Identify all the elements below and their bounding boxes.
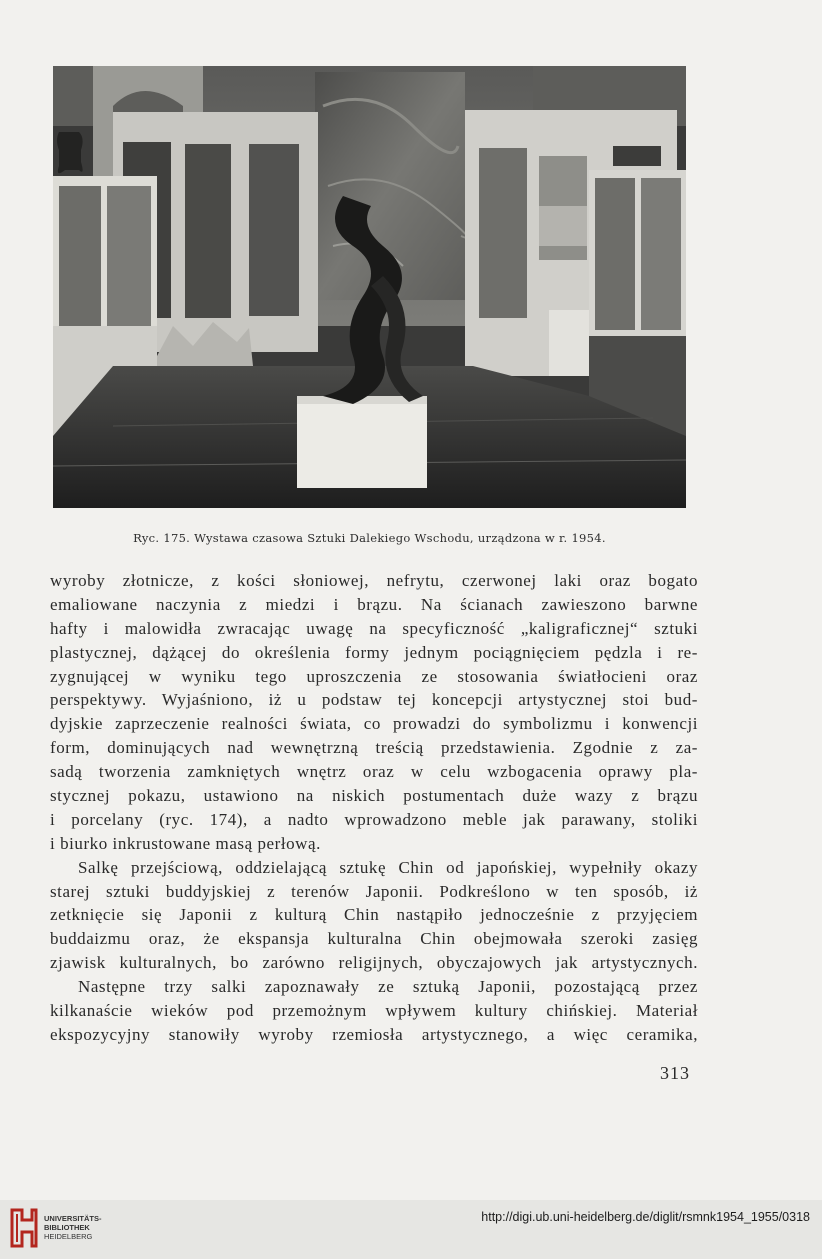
text-line: ekspozycyjny stanowiły wyroby rzemiosła artystycznego, a więc ceramika, bbox=[50, 1024, 698, 1044]
text-line: zygnującej w wyniku tego uproszczenia ze stosowania światłocieni oraz bbox=[50, 666, 698, 686]
figure-caption: Ryc. 175. Wystawa czasowa Sztuki Dalekiego Wschodu, urządzona w r. 1954. bbox=[133, 531, 606, 545]
library-name-line: BIBLIOTHEK bbox=[44, 1223, 90, 1232]
text-line: plastycznej, dążącej do określenia formy jednym pociągnięciem pędzla i re- bbox=[50, 642, 698, 662]
text-line: stycznej pokazu, ustawiono na niskich postumentach duże wazy z brązu bbox=[50, 786, 698, 806]
text-line: i biurko inkrustowane masą perłową. bbox=[50, 833, 321, 853]
text-line: Następne trzy salki zapoznawały ze sztuką Japonii, pozostającą przez bbox=[78, 977, 698, 997]
body-text bbox=[50, 569, 698, 1047]
library-name bbox=[44, 1214, 102, 1241]
text-line: hafty i malowidła zwracając uwagę na specyficzność „kaligraficznej“ sztuki bbox=[50, 618, 698, 638]
text-line: starej sztuki buddyjskiej z terenów Japonii. Podkreślono w ten sposób, iż bbox=[50, 881, 698, 901]
page-number: 313 bbox=[660, 1063, 690, 1083]
library-name-line: HEIDELBERG bbox=[44, 1232, 93, 1241]
text-line: form, dominujących nad wewnętrzną treścią przedstawienia. Zgodnie z za- bbox=[50, 738, 698, 758]
library-name-line: UNIVERSITÄTS- bbox=[44, 1214, 102, 1223]
text-line: buddaizmu oraz, że ekspansja kulturalna Chin obejmowała szeroki zasięg bbox=[50, 929, 698, 949]
exhibition-photograph bbox=[53, 66, 686, 508]
text-line: zjawisk kulturalnych, bo zarówno religijnych, obyczajowych jak artystycznych. bbox=[50, 953, 698, 973]
text-line: zetknięcie się Japonii z kulturą Chin nastąpiło jednocześnie z przyjęciem bbox=[50, 905, 698, 925]
text-line: Salkę przejściową, oddzielającą sztukę Chin od japońskiej, wypełniły okazy bbox=[78, 857, 698, 877]
exhibition-hall-image bbox=[53, 66, 686, 508]
university-library-logo-icon bbox=[8, 1206, 40, 1252]
footer-bar bbox=[0, 1200, 822, 1259]
text-line: i porcelany (ryc. 174), a nadto wprowadzono meble jak parawany, stoliki bbox=[50, 809, 698, 829]
text-line: perspektywy. Wyjaśniono, iż u podstaw tej koncepcji artystycznej stoi bud- bbox=[50, 690, 698, 710]
text-line: wyroby złotnicze, z kości słoniowej, nefrytu, czerwonej laki oraz bogato bbox=[50, 571, 698, 590]
text-line: dyjskie zaprzeczenie realności świata, co prowadzi do symbolizmu i konwencji bbox=[50, 714, 698, 734]
permalink-url[interactable]: http://digi.ub.uni-heidelberg.de/diglit/rsmnk1954_1955/0318 bbox=[481, 1210, 810, 1224]
text-line: sadą tworzenia zamkniętych wnętrz oraz w celu wzbogacenia oprawy pla- bbox=[50, 762, 698, 782]
text-line: emaliowane naczynia z miedzi i brązu. Na ścianach zawieszono barwne bbox=[50, 594, 698, 614]
text-line: kilkanaście wieków pod przemożnym wpływem kultury chińskiej. Materiał bbox=[50, 1001, 698, 1021]
